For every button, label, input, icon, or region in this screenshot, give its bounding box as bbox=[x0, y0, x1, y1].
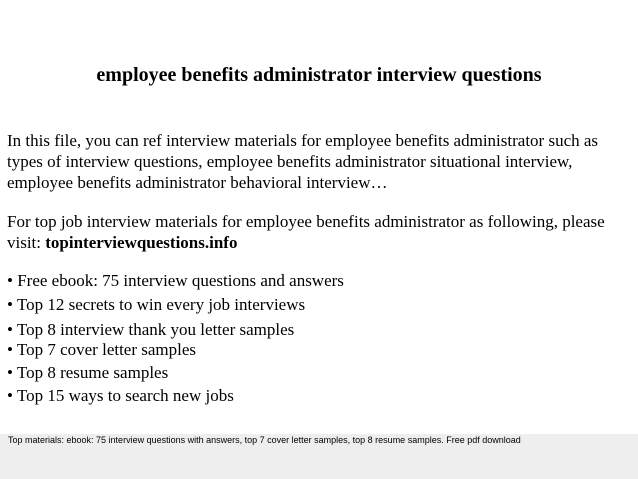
visit-label: visit: bbox=[7, 233, 46, 252]
footer-text: Top materials: ebook: 75 interview questions with answers, top 7 cover letter samples, top 8 resume samples. Free pdf download bbox=[8, 435, 521, 445]
list-item: • Top 12 secrets to win every job interviews bbox=[7, 295, 306, 314]
top-job-paragraph bbox=[7, 211, 635, 253]
footer-bar bbox=[0, 434, 638, 479]
top-job-line: For top job interview materials for employee benefits administrator as following, please bbox=[7, 212, 605, 231]
intro-paragraph bbox=[7, 130, 635, 193]
intro-line: types of interview questions, employee benefits administrator situational interview, bbox=[7, 152, 573, 171]
intro-line: employee benefits administrator behavioral interview… bbox=[7, 173, 388, 192]
list-item: • Top 8 interview thank you letter samples bbox=[7, 320, 295, 339]
visit-line bbox=[7, 232, 635, 253]
list-item: • Free ebook: 75 interview questions and answers bbox=[7, 271, 344, 290]
list-item: • Top 8 resume samples bbox=[7, 363, 169, 382]
list-item: • Top 15 ways to search new jobs bbox=[7, 386, 234, 405]
list-item: • Top 7 cover letter samples bbox=[7, 340, 197, 359]
intro-line: In this file, you can ref interview materials for employee benefits administrator such as bbox=[7, 131, 599, 150]
site-link[interactable]: topinterviewquestions.info bbox=[45, 233, 238, 252]
page-title: employee benefits administrator interview questions bbox=[96, 64, 542, 86]
